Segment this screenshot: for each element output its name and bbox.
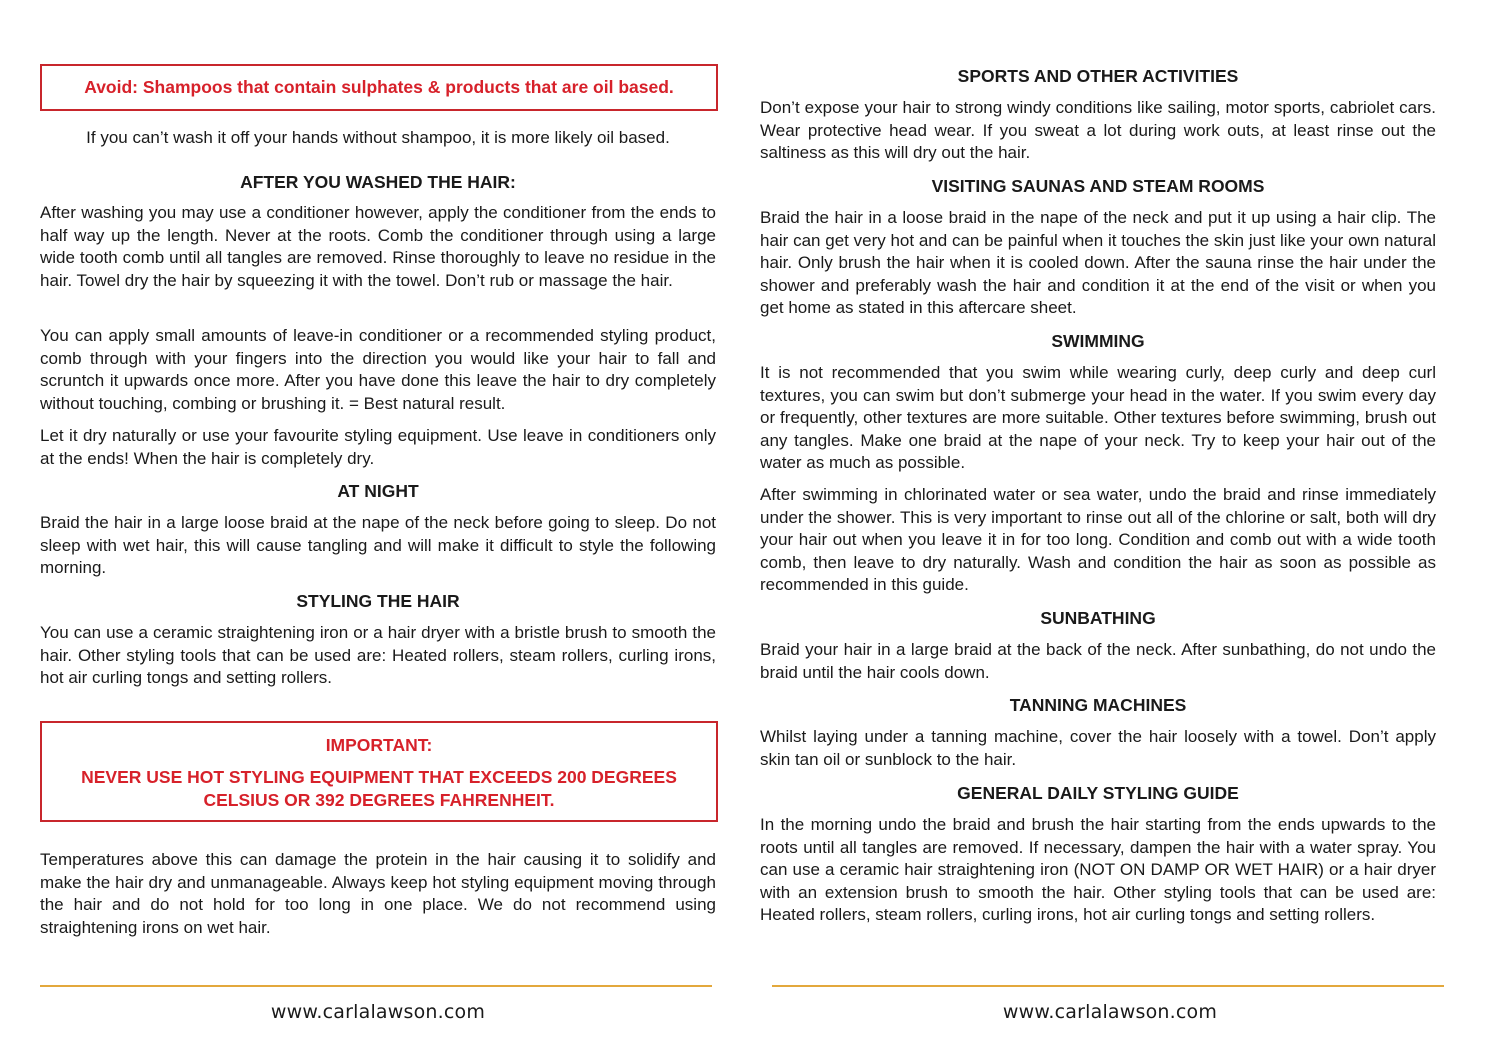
avoid-notice (40, 64, 718, 111)
sunbathing-paragraph: Braid your hair in a large braid at the back of the neck. After sunbathing, do not undo the braid until the hair cools down. (760, 640, 1436, 682)
heading-swimming: SWIMMING (1051, 331, 1145, 351)
swimming-paragraph-1: It is not recommended that you swim while wearing curly, deep curly and deep curl textures, you can swim but don’t submerge your head in the water. If you swim every day or frequently, other textures are more suitable. Other textures before swimming, brush out any tangles. Make one braid at the nape of your neck. Try to keep your hair out of the water as much as possible. (760, 363, 1436, 472)
left-footer-url[interactable]: www.carlalawson.com (270, 1001, 486, 1023)
heading-sports: SPORTS AND OTHER ACTIVITIES (957, 66, 1239, 86)
important-notice (40, 721, 718, 822)
left-footer-rule (40, 985, 712, 987)
after-wash-paragraph-3: Let it dry naturally or use your favourite styling equipment. Use leave in conditioners only at the ends! When the hair is completely dry. (40, 426, 716, 468)
sports-paragraph: Don’t expose your hair to strong windy conditions like sailing, motor sports, cabriolet cars. Wear protective head wear. If you sweat a lot during work outs, at least rinse out the saltiness as this will dry out the hair. (760, 98, 1436, 162)
at-night-paragraph: Braid the hair in a large loose braid at the nape of the neck before going to sleep. Do not sleep with wet hair, this will cause tangling and will make it difficult to style the following morning. (40, 513, 716, 577)
tanning-paragraph: Whilst laying under a tanning machine, cover the hair loosely with a towel. Don’t apply skin tan oil or sunblock to the hair. (760, 727, 1436, 769)
temperatures-paragraph: Temperatures above this can damage the protein in the hair causing it to solidify and make the hair dry and unmanageable. Always keep hot styling equipment moving through the hair and do not hold for too long in one place. We do not recommend using straightening irons on wet hair. (40, 850, 716, 937)
heading-tanning: TANNING MACHINES (1009, 695, 1187, 715)
heading-saunas: VISITING SAUNAS AND STEAM ROOMS (931, 176, 1265, 196)
styling-paragraph: You can use a ceramic straightening iron or a hair dryer with a bristle brush to smooth the hair. Other styling tools that can be used are: Heated rollers, steam rollers, curling irons, hot air curling tongs and setting rollers. (40, 623, 716, 687)
right-footer-url[interactable]: www.carlalawson.com (1002, 1001, 1218, 1023)
important-title: IMPORTANT: (325, 735, 433, 755)
heading-sunbathing: SUNBATHING (1040, 608, 1156, 628)
avoid-notice-text: Avoid: Shampoos that contain sulphates & products that are oil based. (84, 77, 674, 97)
heading-after-wash: AFTER YOU WASHED THE HAIR: (240, 172, 516, 192)
swimming-paragraph-2: After swimming in chlorinated water or sea water, undo the braid and rinse immediately under the shower. This is very important to rinse out all of the chlorine or salt, both will dry your hair out when you leave it in for too long. Condition and comb out with a wide tooth comb, then leave to dry naturally. Wash and condition the hair as soon as possible as recommended in this guide. (760, 485, 1436, 594)
daily-guide-paragraph: In the morning undo the braid and brush the hair starting from the ends upwards to the roots until all tangles are removed. If necessary, dampen the hair with a water spray. You can use a ceramic hair straightening iron (NOT ON DAMP OR WET HAIR) or a hair dryer with an extension brush to smooth the hair. Other styling tools that can be used are: Heated rollers, steam rollers, curling irons, hot air curling tongs and setting rollers. (760, 815, 1436, 924)
saunas-paragraph: Braid the hair in a loose braid in the nape of the neck and put it up using a hair clip. The hair can get very hot and can be painful when it touches the skin just like your own natural hair. Only brush the hair when it is cooled down. After the sauna rinse the hair under the shower and preferably wash the hair and condition it at the end of the visit or when you get home as stated in this aftercare sheet. (760, 208, 1436, 317)
after-wash-paragraph-2: You can apply small amounts of leave-in conditioner or a recommended styling product, comb through with your fingers into the direction you would like your hair to fall and scruntch it upwards once more. After you have done this leave the hair to dry completely without touching, combing or brushing it. = Best natural result. (40, 326, 716, 413)
important-text: NEVER USE HOT STYLING EQUIPMENT THAT EXCEEDS 200 DEGREES CELSIUS OR 392 DEGREES FAHRENHEIT. (81, 767, 677, 810)
heading-daily-guide: GENERAL DAILY STYLING GUIDE (957, 783, 1239, 803)
heading-at-night: AT NIGHT (337, 481, 419, 501)
heading-styling: STYLING THE HAIR (296, 591, 460, 611)
oil-note: If you can’t wash it off your hands without shampoo, it is more likely oil based. (86, 128, 670, 147)
after-wash-paragraph-1: After washing you may use a conditioner however, apply the conditioner from the ends to half way up the length. Never at the roots. Comb the conditioner through using a large wide tooth comb until all tangles are removed. Rinse thoroughly to leave no residue in the hair. Towel dry the hair by squeezing it with the towel. Don’t rub or massage the hair. (40, 203, 716, 290)
right-footer-rule (772, 985, 1444, 987)
